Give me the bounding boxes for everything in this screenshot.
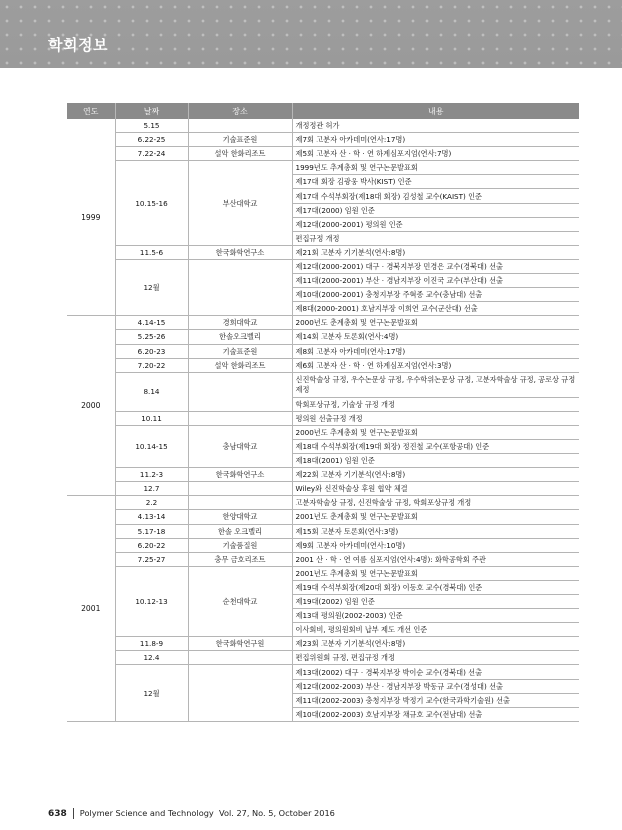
date-cell: 6.20-23 [115, 344, 188, 358]
date-cell: 2.2 [115, 496, 188, 510]
place-cell: 한양대학교 [188, 510, 292, 524]
column-header-place: 장소 [188, 103, 292, 119]
date-cell: 7.22-24 [115, 147, 188, 161]
date-cell: 5.25-26 [115, 330, 188, 344]
date-cell: 10.11 [115, 411, 188, 425]
date-cell: 12월 [115, 259, 188, 315]
table-row [67, 425, 579, 439]
content-cell: 2001년도 춘계총회 및 연구논문발표회 [292, 510, 579, 524]
place-cell: 한국화학연구소 [188, 468, 292, 482]
content-cell: 제17대(2000) 임원 인준 [292, 203, 579, 217]
content-cell: 제11대(2000-2001) 부산 · 경남지부장 이진국 교수(부산대) 선출 [292, 274, 579, 288]
table-row [67, 496, 579, 510]
table-row [67, 119, 579, 133]
content-cell: 제12대(2002-2003) 부산 · 경남지부장 박동규 교수(경성대) 선출 [292, 679, 579, 693]
content-cell: 제13대 평의원(2002-2003) 인준 [292, 609, 579, 623]
place-cell [188, 651, 292, 665]
content-cell: 제21회 고분자 기기분석(연사:8명) [292, 245, 579, 259]
place-cell: 순천대학교 [188, 566, 292, 636]
place-cell: 기술표준원 [188, 344, 292, 358]
date-cell: 10.12-13 [115, 566, 188, 636]
content-cell: 2000년도 추계총회 및 연구논문발표회 [292, 425, 579, 439]
content-cell: Wiley와 신진학술상 후원 협약 체결 [292, 482, 579, 496]
content-cell: 제12대(2000-2001) 평의원 인준 [292, 217, 579, 231]
place-cell [188, 496, 292, 510]
place-cell [188, 372, 292, 411]
content-cell: 제14회 고분자 토론회(연사:4명) [292, 330, 579, 344]
place-cell: 기술표준원 [188, 133, 292, 147]
table-row [67, 411, 579, 425]
table-header-row [67, 103, 579, 119]
content-cell: 개정정관 허가 [292, 119, 579, 133]
content-cell: 제19대 수석부회장(제20대 회장) 이동호 교수(경북대) 인준 [292, 580, 579, 594]
date-cell: 4.13-14 [115, 510, 188, 524]
table-row [67, 482, 579, 496]
table-row [67, 510, 579, 524]
table-row [67, 161, 579, 175]
content-cell: 제9회 고분자 아카데미(연사:10명) [292, 538, 579, 552]
journal-issue: Vol. 27, No. 5, October 2016 [218, 808, 335, 818]
place-cell: 한국화학연구소 [188, 245, 292, 259]
content-cell: 이사회비, 평의원회비 납부 제도 개선 인준 [292, 623, 579, 637]
content-cell: 제12대(2000-2001) 대구 · 경북지부장 민경은 교수(경북대) 선출 [292, 259, 579, 273]
year-cell: 1999 [67, 119, 115, 316]
table-row [67, 552, 579, 566]
content-cell: 제17대 회장 김광웅 박사(KIST) 인준 [292, 175, 579, 189]
date-cell: 4.14-15 [115, 316, 188, 330]
table-row [67, 133, 579, 147]
table-row [67, 665, 579, 679]
page-number: 638 [48, 809, 67, 819]
content-cell: 제23회 고분자 기기분석(연사:8명) [292, 637, 579, 651]
column-header-date: 날짜 [115, 103, 188, 119]
table-row [67, 330, 579, 344]
section-title: 학회정보 [48, 36, 108, 54]
place-cell: 충무 금호리조트 [188, 552, 292, 566]
content-cell: 편집위원회 규정, 편집규정 개정 [292, 651, 579, 665]
header-banner [0, 0, 622, 68]
date-cell: 11.5-6 [115, 245, 188, 259]
date-cell: 11.2-3 [115, 468, 188, 482]
table-row [67, 524, 579, 538]
table-row [67, 651, 579, 665]
place-cell: 한솔오크벨리 [188, 330, 292, 344]
table-row [67, 358, 579, 372]
table-body [67, 119, 579, 721]
content-cell: 제11대(2002-2003) 충청지부장 박정기 교수(한국과학기술원) 선출 [292, 693, 579, 707]
date-cell: 5.17-18 [115, 524, 188, 538]
content-cell: 제8회 고분자 아카데미(연사:17명) [292, 344, 579, 358]
table-row [67, 637, 579, 651]
date-cell: 7.20-22 [115, 358, 188, 372]
place-cell: 한국화학연구원 [188, 637, 292, 651]
table-row [67, 259, 579, 273]
table-row [67, 316, 579, 330]
content-cell: 2001년도 추계총회 및 연구논문발표회 [292, 566, 579, 580]
content-cell: 제18대(2001) 임원 인준 [292, 454, 579, 468]
place-cell [188, 665, 292, 721]
place-cell [188, 411, 292, 425]
page-footer [48, 808, 335, 819]
place-cell: 기술품질원 [188, 538, 292, 552]
content-cell: 제17대 수석부회장(제18대 회장) 김성철 교수(KAIST) 인준 [292, 189, 579, 203]
column-header-year: 연도 [67, 103, 115, 119]
table-row [67, 538, 579, 552]
date-cell: 7.25-27 [115, 552, 188, 566]
date-cell: 8.14 [115, 372, 188, 411]
date-cell: 6.22-25 [115, 133, 188, 147]
place-cell: 충남대학교 [188, 425, 292, 467]
place-cell: 한솔 오크벨리 [188, 524, 292, 538]
content-cell: 제10대(2000-2001) 충청지부장 주혁종 교수(충남대) 선출 [292, 288, 579, 302]
date-cell: 10.15-16 [115, 161, 188, 246]
footer-divider [73, 808, 74, 819]
content-cell: 제22회 고분자 기기분석(연사:8명) [292, 468, 579, 482]
table-row [67, 468, 579, 482]
content-cell: 제5회 고분자 산 · 학 · 연 하계심포지엄(연사:7명) [292, 147, 579, 161]
year-cell: 2000 [67, 316, 115, 496]
history-table [67, 103, 579, 722]
place-cell: 부산대학교 [188, 161, 292, 246]
content-cell: 제8대(2000-2001) 호남지부장 이희연 교수(군산대) 선출 [292, 302, 579, 316]
content-cell: 제6회 고분자 산 · 학 · 연 하계심포지엄(연사:3명) [292, 358, 579, 372]
date-cell: 12월 [115, 665, 188, 721]
table-row [67, 147, 579, 161]
content-cell: 제10대(2002-2003) 호남지부장 채규호 교수(전남대) 선출 [292, 707, 579, 721]
place-cell: 설악 한화리조트 [188, 147, 292, 161]
journal-name: Polymer Science and Technology [79, 808, 214, 818]
date-cell: 12.7 [115, 482, 188, 496]
date-cell: 12.4 [115, 651, 188, 665]
content-cell: 제18대 수석부회장(제19대 회장) 정진철 교수(포항공대) 인준 [292, 439, 579, 453]
content-cell: 2001 산 · 학 · 연 여름 심포지엄(연사:4명): 화학공학회 주관 [292, 552, 579, 566]
content-cell: 신진학술상 규정, 우수논문상 규정, 우수학위논문상 규정, 고분자학술상 규정, 공로상 규정 제정 [292, 372, 579, 397]
date-cell: 11.8-9 [115, 637, 188, 651]
content-cell: 편집규정 개정 [292, 231, 579, 245]
column-header-content: 내용 [292, 103, 579, 119]
date-cell: 5.15 [115, 119, 188, 133]
place-cell [188, 482, 292, 496]
place-cell: 경희대학교 [188, 316, 292, 330]
content-cell: 학회포상규정, 기술상 규정 개정 [292, 397, 579, 411]
content-cell: 2000년도 춘계총회 및 연구논문발표회 [292, 316, 579, 330]
table-row [67, 372, 579, 397]
date-cell: 6.20-22 [115, 538, 188, 552]
place-cell [188, 119, 292, 133]
content-cell: 제15회 고분자 토론회(연사:3명) [292, 524, 579, 538]
table-row [67, 344, 579, 358]
content-cell: 제7회 고분자 아카데미(연사:17명) [292, 133, 579, 147]
date-cell: 10.14-15 [115, 425, 188, 467]
content-cell: 평의원 선출규정 개정 [292, 411, 579, 425]
content-cell: 1999년도 추계총회 및 연구논문발표회 [292, 161, 579, 175]
place-cell: 설악 한화리조트 [188, 358, 292, 372]
content-cell: 제13대(2002) 대구 · 경북지부장 박이순 교수(경북대) 선출 [292, 665, 579, 679]
place-cell [188, 259, 292, 315]
table-row [67, 566, 579, 580]
content-cell: 제19대(2002) 임원 인준 [292, 595, 579, 609]
content-cell: 고분자학술상 규정, 신진학술상 규정, 학회포상규정 개정 [292, 496, 579, 510]
year-cell: 2001 [67, 496, 115, 722]
table-row [67, 245, 579, 259]
